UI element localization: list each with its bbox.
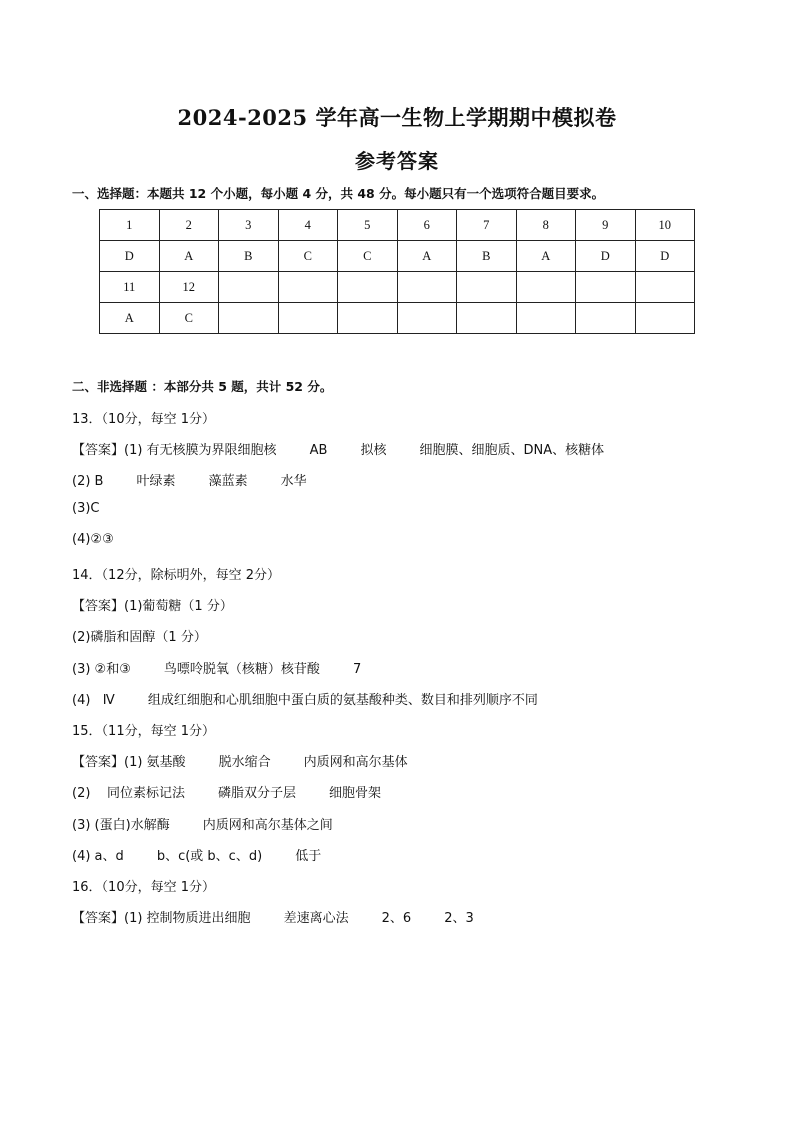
q13-header: 13．（10分，每空 1分） xyxy=(72,412,215,427)
table-cell xyxy=(219,303,279,334)
table-cell: D xyxy=(635,241,695,272)
q13-answer-2: (2) B 叶绿素 藻蓝素 水华 xyxy=(72,474,307,489)
q16-answer-1: 【答案】(1) 控制物质进出细胞 差速离心法 2、6 2、3 xyxy=(72,911,474,926)
q15-answer-1: 【答案】(1) 氨基酸 脱水缩合 内质网和高尔基体 xyxy=(72,755,408,770)
table-cell xyxy=(397,272,457,303)
q15-answer-4: (4) a、d b、c(或 b、c、d) 低于 xyxy=(72,849,322,864)
table-cell xyxy=(278,272,338,303)
table-cell xyxy=(516,303,576,334)
document-title: 2024-2025 学年高一生物上学期期中模拟卷 xyxy=(177,105,617,130)
q14-answer-3: (3) ②和③ 鸟嘌呤脱氧（核糖）核苷酸 7 xyxy=(72,662,362,677)
table-cell: 10 xyxy=(635,210,695,241)
table-cell: 6 xyxy=(397,210,457,241)
table-cell: D xyxy=(576,241,636,272)
q14-header: 14．（12分，除标明外，每空 2分） xyxy=(72,568,280,583)
table-cell: A xyxy=(397,241,457,272)
table-cell: 2 xyxy=(159,210,219,241)
table-row xyxy=(100,303,695,334)
section1-heading: 一、选择题：本题共 12 个小题，每小题 4 分，共 48 分。每小题只有一个选项符合题目要求。 xyxy=(72,186,605,201)
q14-answer-4: (4) Ⅳ 组成红细胞和心肌细胞中蛋白质的氨基酸种类、数目和排列顺序不同 xyxy=(72,693,538,708)
table-cell: 12 xyxy=(159,272,219,303)
table-cell: B xyxy=(457,241,517,272)
q13-answer-1: 【答案】(1) 有无核膜为界限细胞核 AB 拟核 细胞膜、细胞质、DNA、核糖体 xyxy=(72,443,605,458)
table-cell xyxy=(576,272,636,303)
table-cell: 1 xyxy=(100,210,160,241)
table-cell: A xyxy=(516,241,576,272)
q15-answer-2: (2) 同位素标记法 磷脂双分子层 细胞骨架 xyxy=(72,786,382,801)
table-cell xyxy=(338,303,398,334)
table-cell xyxy=(576,303,636,334)
table-cell xyxy=(457,303,517,334)
table-cell: 9 xyxy=(576,210,636,241)
table-cell xyxy=(457,272,517,303)
answer-table xyxy=(99,209,695,334)
table-cell: C xyxy=(338,241,398,272)
table-cell xyxy=(516,272,576,303)
document-subtitle: 参考答案 xyxy=(355,149,439,173)
table-cell: B xyxy=(219,241,279,272)
table-cell: C xyxy=(278,241,338,272)
table-cell: C xyxy=(159,303,219,334)
table-cell: 11 xyxy=(100,272,160,303)
q13-answer-3: (3)C xyxy=(72,501,100,516)
table-cell xyxy=(338,272,398,303)
table-cell: 3 xyxy=(219,210,279,241)
q15-answer-3: (3) (蛋白)水解酶 内质网和高尔基体之间 xyxy=(72,818,333,833)
table-row xyxy=(100,210,695,241)
table-row xyxy=(100,241,695,272)
table-cell: A xyxy=(159,241,219,272)
table-cell: D xyxy=(100,241,160,272)
table-cell: 5 xyxy=(338,210,398,241)
table-cell: 4 xyxy=(278,210,338,241)
table-cell: A xyxy=(100,303,160,334)
table-row xyxy=(100,272,695,303)
q14-answer-1: 【答案】(1)葡萄糖（1 分） xyxy=(72,599,233,614)
table-cell xyxy=(278,303,338,334)
table-cell xyxy=(635,272,695,303)
q14-answer-2: (2)磷脂和固醇（1 分） xyxy=(72,630,207,645)
q15-header: 15．（11分，每空 1分） xyxy=(72,724,215,739)
q16-header: 16．（10分，每空 1分） xyxy=(72,880,215,895)
table-cell xyxy=(635,303,695,334)
table-cell: 8 xyxy=(516,210,576,241)
q13-answer-4: (4)②③ xyxy=(72,532,114,547)
table-cell: 7 xyxy=(457,210,517,241)
section2-heading: 二、非选择题 ：本部分共 5 题，共计 52 分。 xyxy=(72,379,333,394)
table-cell xyxy=(397,303,457,334)
table-cell xyxy=(219,272,279,303)
